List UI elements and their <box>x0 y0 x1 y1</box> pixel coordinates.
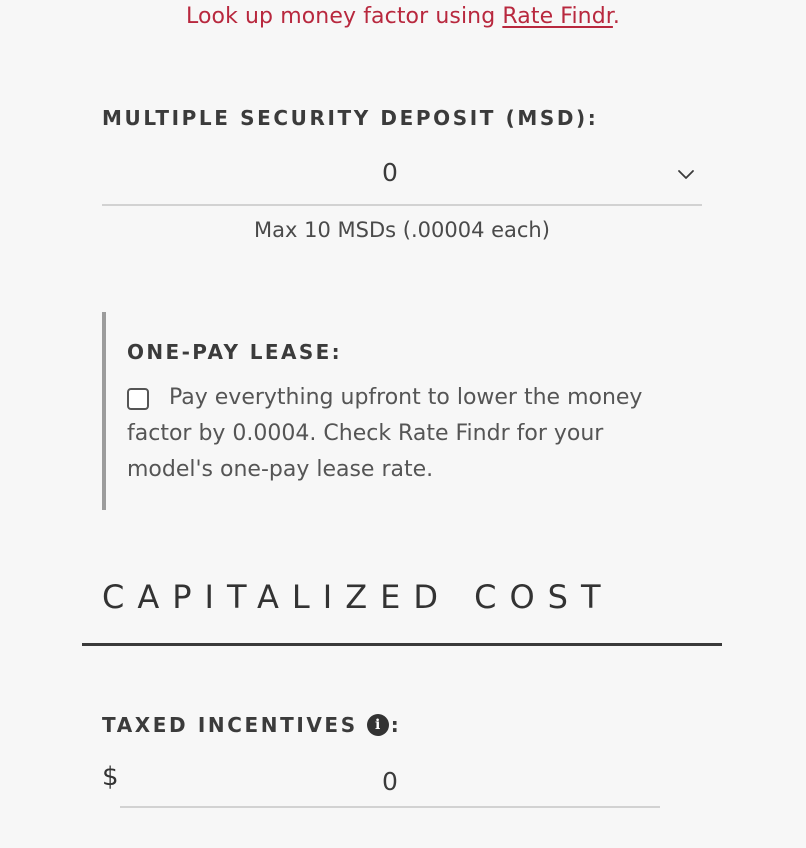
info-icon[interactable]: i <box>367 714 389 736</box>
msd-help-text: Max 10 MSDs (.00004 each) <box>254 218 550 242</box>
taxed-incentives-label-text: TAXED INCENTIVES <box>102 713 358 737</box>
one-pay-lease-label: ONE-PAY LEASE: <box>127 340 343 364</box>
taxed-incentives-label <box>102 713 399 737</box>
taxed-incentives-colon: : <box>390 713 399 737</box>
lookup-prefix: Look up money factor using <box>185 4 503 29</box>
section-divider <box>82 643 722 646</box>
msd-select[interactable] <box>102 150 702 206</box>
msd-label: MULTIPLE SECURITY DEPOSIT (MSD): <box>102 106 599 130</box>
chevron-down-icon <box>676 164 696 184</box>
one-pay-lease-section <box>102 312 676 510</box>
capitalized-cost-heading: CAPITALIZED COST <box>102 578 614 616</box>
lookup-suffix: . <box>612 4 620 29</box>
currency-symbol: $ <box>102 762 119 792</box>
taxed-incentives-input[interactable] <box>120 756 660 808</box>
rate-findr-link[interactable]: Rate Findr <box>502 4 613 29</box>
money-factor-lookup-text <box>0 4 806 29</box>
msd-selected-value: 0 <box>382 158 398 187</box>
one-pay-lease-description: Pay everything upfront to lower the money factor by 0.0004. Check Rate Findr for your model's one-pay lease rate. <box>127 385 643 482</box>
